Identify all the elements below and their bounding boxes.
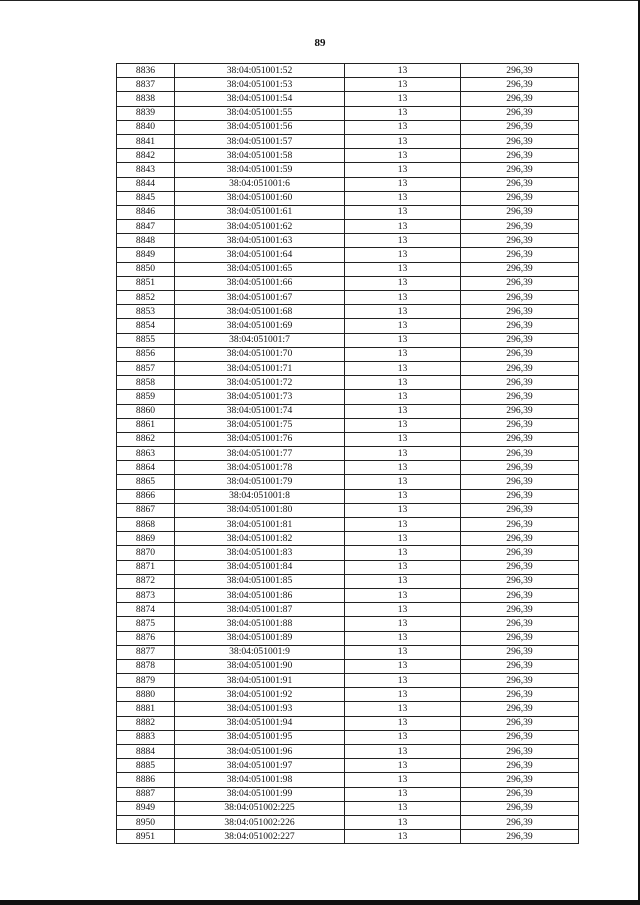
row-number-cell: 8848: [117, 234, 175, 248]
page-number: 89: [314, 37, 326, 49]
count-cell: 13: [345, 248, 461, 262]
count-cell: 13: [345, 64, 461, 78]
value-cell: 296,39: [461, 532, 579, 546]
count-cell: 13: [345, 333, 461, 347]
row-number-cell: 8858: [117, 376, 175, 390]
cadastral-number-cell: 38:04:051001:66: [175, 276, 345, 290]
count-cell: 13: [345, 716, 461, 730]
row-number-cell: 8866: [117, 489, 175, 503]
row-number-cell: 8862: [117, 432, 175, 446]
cadastral-number-cell: 38:04:051001:79: [175, 475, 345, 489]
value-cell: 296,39: [461, 205, 579, 219]
cadastral-number-cell: 38:04:051001:8: [175, 489, 345, 503]
table-row: [117, 674, 579, 688]
cadastral-number-cell: 38:04:051001:56: [175, 120, 345, 134]
table-row: [117, 815, 579, 829]
row-number-cell: 8841: [117, 134, 175, 148]
cadastral-table: [116, 63, 579, 844]
table-row: [117, 149, 579, 163]
row-number-cell: 8842: [117, 149, 175, 163]
table-row: [117, 376, 579, 390]
value-cell: 296,39: [461, 262, 579, 276]
row-number-cell: 8878: [117, 659, 175, 673]
count-cell: 13: [345, 106, 461, 120]
value-cell: 296,39: [461, 560, 579, 574]
row-number-cell: 8879: [117, 674, 175, 688]
value-cell: 296,39: [461, 92, 579, 106]
row-number-cell: 8855: [117, 333, 175, 347]
count-cell: 13: [345, 617, 461, 631]
cadastral-number-cell: 38:04:051001:84: [175, 560, 345, 574]
cadastral-number-cell: 38:04:051002:226: [175, 815, 345, 829]
cadastral-number-cell: 38:04:051001:64: [175, 248, 345, 262]
table-row: [117, 64, 579, 78]
row-number-cell: 8857: [117, 361, 175, 375]
count-cell: 13: [345, 234, 461, 248]
cadastral-number-cell: 38:04:051001:55: [175, 106, 345, 120]
cadastral-number-cell: 38:04:051002:225: [175, 801, 345, 815]
row-number-cell: 8839: [117, 106, 175, 120]
table-row: [117, 120, 579, 134]
value-cell: 296,39: [461, 801, 579, 815]
cadastral-number-cell: 38:04:051001:54: [175, 92, 345, 106]
table-row: [117, 645, 579, 659]
cadastral-number-cell: 38:04:051001:60: [175, 191, 345, 205]
cadastral-number-cell: 38:04:051001:98: [175, 773, 345, 787]
table-row: [117, 603, 579, 617]
table-row: [117, 177, 579, 191]
count-cell: 13: [345, 674, 461, 688]
row-number-cell: 8837: [117, 78, 175, 92]
cadastral-number-cell: 38:04:051001:53: [175, 78, 345, 92]
row-number-cell: 8950: [117, 815, 175, 829]
count-cell: 13: [345, 787, 461, 801]
value-cell: 296,39: [461, 361, 579, 375]
value-cell: 296,39: [461, 702, 579, 716]
table-row: [117, 291, 579, 305]
table-row: [117, 574, 579, 588]
value-cell: 296,39: [461, 688, 579, 702]
value-cell: 296,39: [461, 645, 579, 659]
count-cell: 13: [345, 830, 461, 844]
table-row: [117, 220, 579, 234]
cadastral-number-cell: 38:04:051001:93: [175, 702, 345, 716]
count-cell: 13: [345, 276, 461, 290]
value-cell: 296,39: [461, 830, 579, 844]
cadastral-number-cell: 38:04:051001:7: [175, 333, 345, 347]
cadastral-number-cell: 38:04:051001:89: [175, 631, 345, 645]
table-row: [117, 262, 579, 276]
table-row: [117, 532, 579, 546]
value-cell: 296,39: [461, 716, 579, 730]
count-cell: 13: [345, 376, 461, 390]
count-cell: 13: [345, 631, 461, 645]
table-row: [117, 659, 579, 673]
row-number-cell: 8861: [117, 418, 175, 432]
row-number-cell: 8874: [117, 603, 175, 617]
table-row: [117, 432, 579, 446]
value-cell: 296,39: [461, 120, 579, 134]
cadastral-number-cell: 38:04:051001:63: [175, 234, 345, 248]
count-cell: 13: [345, 730, 461, 744]
count-cell: 13: [345, 518, 461, 532]
value-cell: 296,39: [461, 518, 579, 532]
count-cell: 13: [345, 532, 461, 546]
table-row: [117, 305, 579, 319]
count-cell: 13: [345, 134, 461, 148]
row-number-cell: 8882: [117, 716, 175, 730]
table-row: [117, 248, 579, 262]
table-row: [117, 759, 579, 773]
row-number-cell: 8850: [117, 262, 175, 276]
row-number-cell: 8846: [117, 205, 175, 219]
row-number-cell: 8881: [117, 702, 175, 716]
table-body: [117, 64, 579, 844]
cadastral-number-cell: 38:04:051001:69: [175, 319, 345, 333]
table-row: [117, 773, 579, 787]
count-cell: 13: [345, 163, 461, 177]
value-cell: 296,39: [461, 730, 579, 744]
table-row: [117, 92, 579, 106]
row-number-cell: 8871: [117, 560, 175, 574]
value-cell: 296,39: [461, 78, 579, 92]
table-row: [117, 688, 579, 702]
cadastral-number-cell: 38:04:051001:94: [175, 716, 345, 730]
value-cell: 296,39: [461, 787, 579, 801]
table-row: [117, 617, 579, 631]
table-row: [117, 801, 579, 815]
count-cell: 13: [345, 305, 461, 319]
count-cell: 13: [345, 347, 461, 361]
cadastral-number-cell: 38:04:051001:72: [175, 376, 345, 390]
value-cell: 296,39: [461, 276, 579, 290]
value-cell: 296,39: [461, 191, 579, 205]
table-row: [117, 745, 579, 759]
cadastral-number-cell: 38:04:051001:62: [175, 220, 345, 234]
cadastral-number-cell: 38:04:051001:58: [175, 149, 345, 163]
count-cell: 13: [345, 120, 461, 134]
table-row: [117, 730, 579, 744]
cadastral-number-cell: 38:04:051001:77: [175, 447, 345, 461]
value-cell: 296,39: [461, 291, 579, 305]
value-cell: 296,39: [461, 773, 579, 787]
table-row: [117, 475, 579, 489]
table-row: [117, 404, 579, 418]
value-cell: 296,39: [461, 404, 579, 418]
table-row: [117, 503, 579, 517]
row-number-cell: 8865: [117, 475, 175, 489]
cadastral-number-cell: 38:04:051001:9: [175, 645, 345, 659]
table-row: [117, 78, 579, 92]
table-row: [117, 234, 579, 248]
row-number-cell: 8873: [117, 588, 175, 602]
count-cell: 13: [345, 432, 461, 446]
value-cell: 296,39: [461, 376, 579, 390]
table-row: [117, 489, 579, 503]
table-row: [117, 518, 579, 532]
count-cell: 13: [345, 745, 461, 759]
row-number-cell: 8845: [117, 191, 175, 205]
cadastral-number-cell: 38:04:051001:52: [175, 64, 345, 78]
row-number-cell: 8843: [117, 163, 175, 177]
table-row: [117, 447, 579, 461]
cadastral-number-cell: 38:04:051001:70: [175, 347, 345, 361]
row-number-cell: 8870: [117, 546, 175, 560]
value-cell: 296,39: [461, 220, 579, 234]
value-cell: 296,39: [461, 248, 579, 262]
row-number-cell: 8949: [117, 801, 175, 815]
table-row: [117, 588, 579, 602]
value-cell: 296,39: [461, 546, 579, 560]
row-number-cell: 8887: [117, 787, 175, 801]
table-row: [117, 390, 579, 404]
row-number-cell: 8859: [117, 390, 175, 404]
table-row: [117, 191, 579, 205]
row-number-cell: 8838: [117, 92, 175, 106]
row-number-cell: 8853: [117, 305, 175, 319]
scan-top-edge: [0, 0, 640, 1]
row-number-cell: 8872: [117, 574, 175, 588]
value-cell: 296,39: [461, 305, 579, 319]
cadastral-number-cell: 38:04:051001:6: [175, 177, 345, 191]
count-cell: 13: [345, 815, 461, 829]
row-number-cell: 8869: [117, 532, 175, 546]
row-number-cell: 8864: [117, 461, 175, 475]
count-cell: 13: [345, 801, 461, 815]
table-row: [117, 546, 579, 560]
count-cell: 13: [345, 92, 461, 106]
count-cell: 13: [345, 475, 461, 489]
count-cell: 13: [345, 489, 461, 503]
count-cell: 13: [345, 191, 461, 205]
count-cell: 13: [345, 645, 461, 659]
row-number-cell: 8868: [117, 518, 175, 532]
row-number-cell: 8867: [117, 503, 175, 517]
count-cell: 13: [345, 546, 461, 560]
cadastral-number-cell: 38:04:051001:65: [175, 262, 345, 276]
value-cell: 296,39: [461, 163, 579, 177]
cadastral-number-cell: 38:04:051001:88: [175, 617, 345, 631]
count-cell: 13: [345, 759, 461, 773]
value-cell: 296,39: [461, 234, 579, 248]
count-cell: 13: [345, 404, 461, 418]
value-cell: 296,39: [461, 347, 579, 361]
table-row: [117, 319, 579, 333]
count-cell: 13: [345, 447, 461, 461]
count-cell: 13: [345, 262, 461, 276]
cadastral-number-cell: 38:04:051001:67: [175, 291, 345, 305]
row-number-cell: 8876: [117, 631, 175, 645]
table-row: [117, 787, 579, 801]
row-number-cell: 8840: [117, 120, 175, 134]
count-cell: 13: [345, 319, 461, 333]
row-number-cell: 8856: [117, 347, 175, 361]
value-cell: 296,39: [461, 432, 579, 446]
cadastral-number-cell: 38:04:051001:99: [175, 787, 345, 801]
value-cell: 296,39: [461, 461, 579, 475]
row-number-cell: 8847: [117, 220, 175, 234]
row-number-cell: 8883: [117, 730, 175, 744]
value-cell: 296,39: [461, 134, 579, 148]
count-cell: 13: [345, 361, 461, 375]
count-cell: 13: [345, 461, 461, 475]
cadastral-number-cell: 38:04:051001:57: [175, 134, 345, 148]
table-row: [117, 716, 579, 730]
value-cell: 296,39: [461, 418, 579, 432]
cadastral-number-cell: 38:04:051001:87: [175, 603, 345, 617]
value-cell: 296,39: [461, 759, 579, 773]
row-number-cell: 8885: [117, 759, 175, 773]
count-cell: 13: [345, 220, 461, 234]
count-cell: 13: [345, 574, 461, 588]
value-cell: 296,39: [461, 603, 579, 617]
value-cell: 296,39: [461, 489, 579, 503]
cadastral-number-cell: 38:04:051001:80: [175, 503, 345, 517]
cadastral-number-cell: 38:04:051002:227: [175, 830, 345, 844]
cadastral-number-cell: 38:04:051001:74: [175, 404, 345, 418]
value-cell: 296,39: [461, 631, 579, 645]
cadastral-number-cell: 38:04:051001:85: [175, 574, 345, 588]
row-number-cell: 8851: [117, 276, 175, 290]
cadastral-number-cell: 38:04:051001:96: [175, 745, 345, 759]
cadastral-number-cell: 38:04:051001:97: [175, 759, 345, 773]
value-cell: 296,39: [461, 617, 579, 631]
value-cell: 296,39: [461, 106, 579, 120]
row-number-cell: 8863: [117, 447, 175, 461]
count-cell: 13: [345, 291, 461, 305]
cadastral-number-cell: 38:04:051001:92: [175, 688, 345, 702]
table-row: [117, 702, 579, 716]
cadastral-number-cell: 38:04:051001:61: [175, 205, 345, 219]
value-cell: 296,39: [461, 745, 579, 759]
table-row: [117, 631, 579, 645]
row-number-cell: 8886: [117, 773, 175, 787]
row-number-cell: 8836: [117, 64, 175, 78]
count-cell: 13: [345, 659, 461, 673]
row-number-cell: 8875: [117, 617, 175, 631]
table-row: [117, 830, 579, 844]
value-cell: 296,39: [461, 390, 579, 404]
value-cell: 296,39: [461, 447, 579, 461]
cadastral-number-cell: 38:04:051001:81: [175, 518, 345, 532]
table-row: [117, 418, 579, 432]
value-cell: 296,39: [461, 149, 579, 163]
cadastral-number-cell: 38:04:051001:76: [175, 432, 345, 446]
table-row: [117, 461, 579, 475]
cadastral-number-cell: 38:04:051001:82: [175, 532, 345, 546]
cadastral-number-cell: 38:04:051001:90: [175, 659, 345, 673]
value-cell: 296,39: [461, 659, 579, 673]
cadastral-number-cell: 38:04:051001:95: [175, 730, 345, 744]
count-cell: 13: [345, 503, 461, 517]
count-cell: 13: [345, 702, 461, 716]
cadastral-number-cell: 38:04:051001:78: [175, 461, 345, 475]
value-cell: 296,39: [461, 588, 579, 602]
count-cell: 13: [345, 418, 461, 432]
row-number-cell: 8852: [117, 291, 175, 305]
count-cell: 13: [345, 560, 461, 574]
value-cell: 296,39: [461, 64, 579, 78]
row-number-cell: 8844: [117, 177, 175, 191]
count-cell: 13: [345, 177, 461, 191]
cadastral-number-cell: 38:04:051001:71: [175, 361, 345, 375]
table-row: [117, 347, 579, 361]
row-number-cell: 8877: [117, 645, 175, 659]
cadastral-number-cell: 38:04:051001:73: [175, 390, 345, 404]
count-cell: 13: [345, 773, 461, 787]
cadastral-number-cell: 38:04:051001:59: [175, 163, 345, 177]
table-row: [117, 205, 579, 219]
row-number-cell: 8854: [117, 319, 175, 333]
table-row: [117, 361, 579, 375]
value-cell: 296,39: [461, 674, 579, 688]
count-cell: 13: [345, 588, 461, 602]
row-number-cell: 8849: [117, 248, 175, 262]
table-row: [117, 134, 579, 148]
row-number-cell: 8880: [117, 688, 175, 702]
value-cell: 296,39: [461, 503, 579, 517]
table-row: [117, 163, 579, 177]
value-cell: 296,39: [461, 333, 579, 347]
count-cell: 13: [345, 205, 461, 219]
scan-bottom-edge: [0, 900, 640, 905]
value-cell: 296,39: [461, 319, 579, 333]
count-cell: 13: [345, 390, 461, 404]
table-row: [117, 106, 579, 120]
count-cell: 13: [345, 688, 461, 702]
count-cell: 13: [345, 149, 461, 163]
count-cell: 13: [345, 603, 461, 617]
table-row: [117, 276, 579, 290]
cadastral-number-cell: 38:04:051001:83: [175, 546, 345, 560]
count-cell: 13: [345, 78, 461, 92]
cadastral-number-cell: 38:04:051001:91: [175, 674, 345, 688]
table-row: [117, 333, 579, 347]
row-number-cell: 8884: [117, 745, 175, 759]
row-number-cell: 8860: [117, 404, 175, 418]
cadastral-number-cell: 38:04:051001:86: [175, 588, 345, 602]
value-cell: 296,39: [461, 574, 579, 588]
row-number-cell: 8951: [117, 830, 175, 844]
value-cell: 296,39: [461, 177, 579, 191]
cadastral-number-cell: 38:04:051001:75: [175, 418, 345, 432]
table-row: [117, 560, 579, 574]
cadastral-number-cell: 38:04:051001:68: [175, 305, 345, 319]
value-cell: 296,39: [461, 815, 579, 829]
value-cell: 296,39: [461, 475, 579, 489]
